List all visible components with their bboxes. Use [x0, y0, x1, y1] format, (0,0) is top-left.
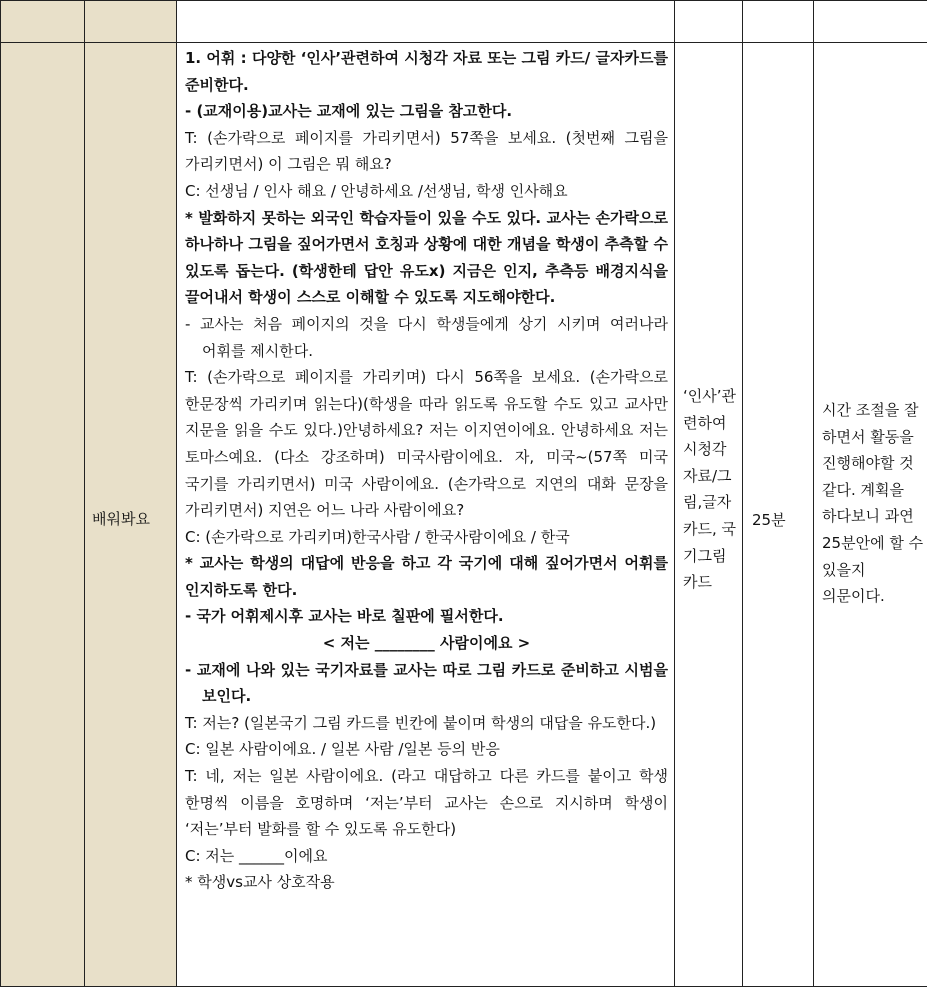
notes-cell — [814, 43, 927, 987]
content-cell — [177, 43, 675, 987]
materials-text: ‘인사’관련하여 시청각자료/그림,글자카드, 국기그림카드 — [675, 43, 742, 596]
content-paragraph: T: (손가락으로 페이지를 가리키면서) 57쪽을 보세요. (첫번째 그림을 가리키면서) 이 그림은 뭐 해요? — [185, 125, 668, 178]
content-paragraph: T: (손가락으로 페이지를 가리키며) 다시 56쪽을 보세요. (손가락으로 한문장씩 가리키며 읽는다)(학생을 따라 읽도록 유도할 수도 있고 교사만 지문을 읽을 수도 있다.)안녕하세요? 저는 이지연이에요. 안녕하세요 저는 토마스예요. (다소 강조하며) 미국사람이에요. 자, 미국~(57쪽 미국 국기를 가리키면서) 미국 사람이에요. (손가락으로 지연의 대화 문장을 가리키면서) 지연은 어느 나라 사람이에요? — [185, 364, 668, 524]
previous-row — [1, 1, 927, 43]
side-column-cell — [1, 1, 85, 43]
content-paragraph: - 국가 어휘제시후 교사는 바로 칠판에 필서한다. — [185, 603, 668, 630]
content-paragraph: T: 저는? (일본국기 그림 카드를 빈칸에 붙이며 학생의 대답을 유도한다.) — [185, 710, 668, 737]
content-cell-previous — [177, 1, 675, 43]
content-paragraph: < 저는 ________ 사람이에요 > — [185, 630, 668, 657]
notes-text: 시간 조절을 잘 하면서 활동을 진행해야할 것 같다. 계획을 하다보니 과연 25분안에 할 수 있을지 의문이다. — [814, 43, 927, 610]
stage-cell — [85, 43, 177, 987]
lesson-row — [1, 43, 927, 987]
stage-cell-previous — [85, 1, 177, 43]
content-paragraph: * 교사는 학생의 대답에 반응을 하고 각 국기에 대해 짚어가면서 어휘를 인지하도록 한다. — [185, 550, 668, 603]
time-text: 25분 — [743, 43, 813, 530]
content-paragraph: T: 네, 저는 일본 사람이에요. (라고 대답하고 다른 카드를 붙이고 학생 한명씩 이름을 호명하며 ‘저는’부터 교사는 손으로 지시하며 학생이 ‘저는’부터 발화를 할 수 있도록 유도한다) — [185, 763, 668, 843]
content-paragraph: 1. 어휘 : 다양한 ‘인사’관련하여 시청각 자료 또는 그림 카드/ 글자카드를 준비한다. — [185, 45, 668, 98]
content-paragraph: - (교재이용)교사는 교재에 있는 그림을 참고한다. — [185, 98, 668, 125]
side-column-cell — [1, 43, 85, 987]
content-paragraph: - 교사는 처음 페이지의 것을 다시 학생들에게 상기 시키며 여러나라 어휘를 제시한다. — [185, 311, 668, 364]
material-cell — [675, 43, 743, 987]
time-cell — [743, 43, 814, 987]
content-paragraph: * 학생vs교사 상호작용 — [185, 869, 668, 896]
content-paragraph: C: 선생님 / 인사 해요 / 안녕하세요 /선생님, 학생 인사해요 — [185, 178, 668, 205]
material-cell-previous — [675, 1, 743, 43]
time-cell-previous — [743, 1, 814, 43]
notes-cell-previous — [814, 1, 927, 43]
content-paragraph: C: 저는 ______이에요 — [185, 843, 668, 870]
content-paragraph: * 발화하지 못하는 외국인 학습자들이 있을 수도 있다. 교사는 손가락으로 하나하나 그림을 짚어가면서 호칭과 상황에 대한 개념을 학생이 추측할 수 있도록 돕는다. (학생한테 답안 유도x) 지금은 인지, 추측등 배경지식을 끌어내서 학생이 스스로 이해할 수 있도록 지도해야한다. — [185, 205, 668, 311]
content-paragraph: - 교재에 나와 있는 국기자료를 교사는 따로 그림 카드로 준비하고 시범을 보인다. — [185, 657, 668, 710]
lesson-content — [177, 43, 674, 896]
content-paragraph: C: (손가락으로 가리키며)한국사람 / 한국사람이에요 / 한국 — [185, 524, 668, 551]
content-paragraph: C: 일본 사람이에요. / 일본 사람 /일본 등의 반응 — [185, 736, 668, 763]
stage-label: 배워봐요 — [85, 43, 176, 530]
